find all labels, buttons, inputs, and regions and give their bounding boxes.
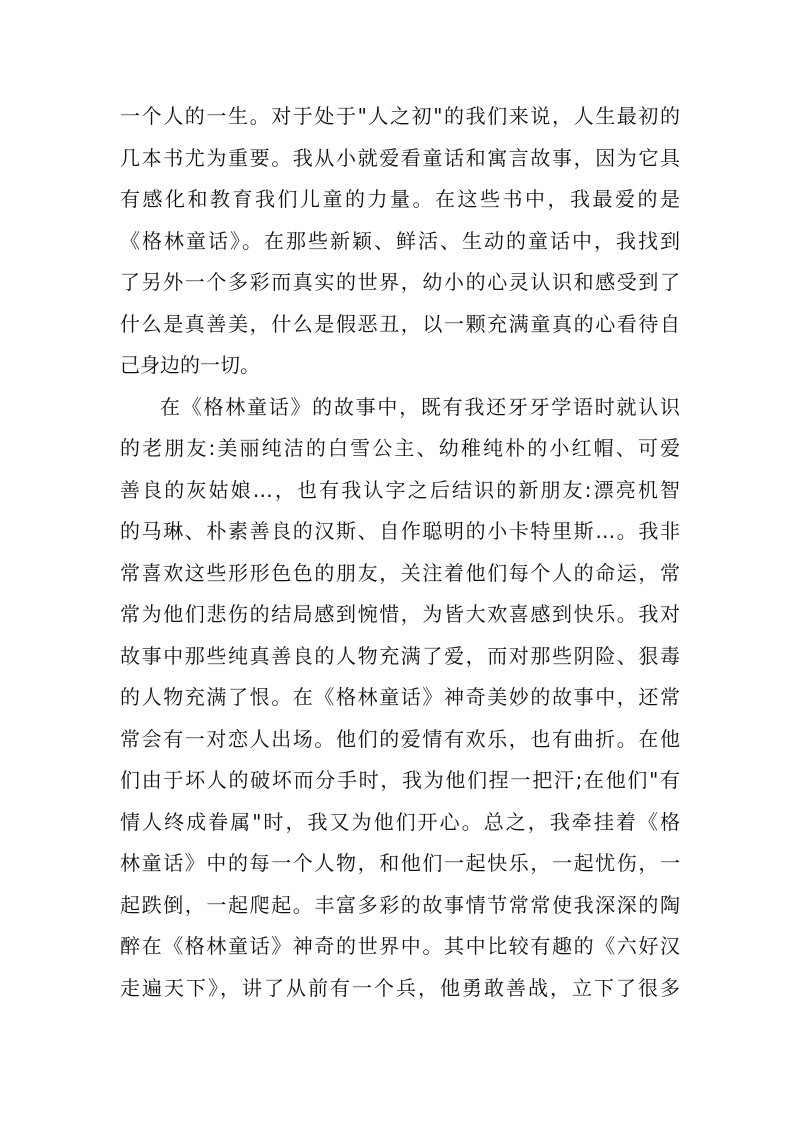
text-line: 故事中那些纯真善良的人物充满了爱，而对那些阴险、狠毒 [120, 643, 680, 668]
text-line: 常喜欢这些形形色色的朋友，关注着他们每个人的命运，常 [120, 560, 680, 585]
text-line: 的人物充满了恨。在《格林童话》神奇美妙的故事中，还常 [120, 685, 680, 709]
paragraph [120, 387, 680, 1010]
paragraph [120, 96, 680, 387]
text-line: 善良的灰姑娘…，也有我认字之后结识的新朋友:漂亮机智 [120, 477, 680, 502]
text-line: 什么是真善美，什么是假恶丑，以一颗充满童真的心看待自 [120, 311, 680, 336]
text-line: 醉在《格林童话》神奇的世界中。其中比较有趣的《六好汉 [120, 934, 680, 958]
text-line: 《格林童话》。在那些新颖、鲜活、生动的童话中，我找到 [120, 228, 680, 253]
text-line: 几本书尤为重要。我从小就爱看童话和寓言故事，因为它具 [120, 145, 680, 170]
text-line: 了另外一个多彩而真实的世界，幼小的心灵认识和感受到了 [120, 270, 680, 294]
text-line: 们由于坏人的破坏而分手时，我为他们捏一把汗;在他们"有 [120, 768, 680, 792]
text-line: 的马琳、朴素善良的汉斯、自作聪明的小卡特里斯…。我非 [120, 519, 680, 543]
text-line: 起跌倒，一起爬起。丰富多彩的故事情节常常使我深深的陶 [120, 892, 680, 917]
text-line: 情人终成眷属"时，我又为他们开心。总之，我牵挂着《格 [120, 809, 680, 834]
text-line: 常会有一对恋人出场。他们的爱情有欢乐，也有曲折。在他 [120, 726, 680, 751]
text-line: 有感化和教育我们儿童的力量。在这些书中，我最爱的是 [120, 187, 680, 211]
text-line: 的老朋友:美丽纯洁的白雪公主、幼稚纯朴的小红帽、可爱 [120, 436, 680, 460]
body-text [120, 96, 680, 1009]
text-line: 己身边的一切。 [120, 353, 260, 377]
text-line: 常为他们悲伤的结局感到惋惜，为皆大欢喜感到快乐。我对 [120, 602, 680, 626]
text-line: 走遍天下》，讲了从前有一个兵，他勇敢善战，立下了很多 [120, 975, 680, 1000]
text-line: 一个人的一生。对于处于"人之初"的我们来说，人生最初的 [120, 104, 680, 128]
text-line: 在《格林童话》的故事中，既有我还牙牙学语时就认识 [160, 394, 680, 419]
text-line: 林童话》中的每一个人物，和他们一起快乐，一起忧伤，一 [120, 851, 680, 875]
